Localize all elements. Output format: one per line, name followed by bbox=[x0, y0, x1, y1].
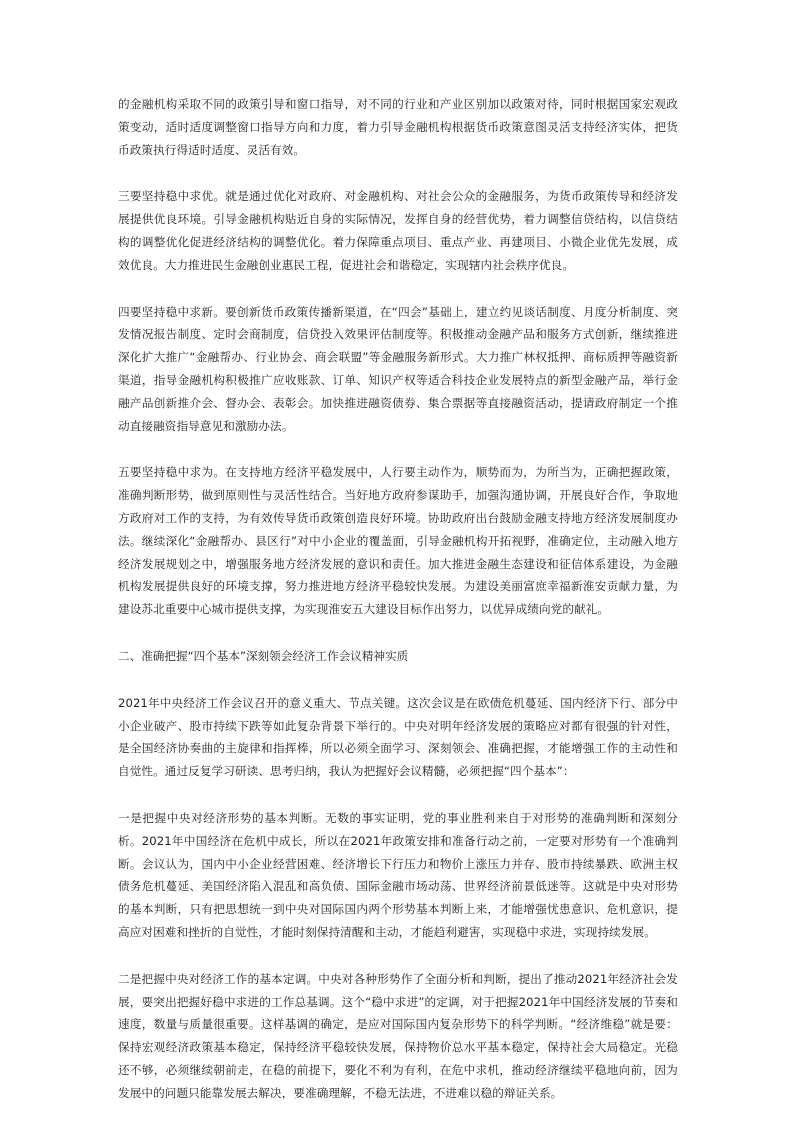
section-heading: 二、准确把握“四个基本”深刻领会经济工作会议精神实质 bbox=[118, 648, 409, 663]
document-body bbox=[118, 93, 678, 1128]
paragraph-stable-act: 五要坚持稳中求为。在支持地方经济平稳发展中，人行要主动作为，顺势而为，为所当为，正确把握政策，准确判断形势，做到原则性与灵活性结合。当好地方政府参谋助手，加强沟通协调，开展良好合作，争取地方政府对工作的支持，为有效传导货币政策创造良好环境。协助政府出台鼓励金融支持地方经济发展制度办法。继续深化“金融帮办、县区行”对中小企业的覆盖面，引导金融机构开拓视野，准确定位，主动融入地方经济发展规划之中，增强服务地方经济发展的意识和责任。加大推进金融生态建设和征信体系建设，为金融机构发展提供良好的环境支撑，努力推进地方经济平稳较快发展。为建设美丽富庶幸福新淮安贡献力量，为建设苏北重要中心城市提供支撑，为实现淮安五大建设目标作出努力，以优异成绩向党的献礼。 bbox=[118, 465, 678, 617]
paragraph-basic-tone: 二是把握中央对经济工作的基本定调。中央对各种形势作了全面分析和判断，提出了推动2021年经济社会发展，要突出把握好稳中求进的工作总基调。这个“稳中求进”的定调，对于把握2021年中国经济发展的节奏和速度，数量与质量很重要。这样基调的确定，是应对国际国内复杂形势下的科学判断。“经济维稳”就是要：保持宏观经济政策基本稳定，保持经济平稳较快发展，保持物价总水平基本稳定，保持社会大局稳定。光稳还不够，必须继续朝前走，在稳的前提下，要化不利为有利，在危中求机，推动经济继续平稳地向前，因为发展中的问题只能靠发展去解决，要准确理解，不稳无法进，不进难以稳的辩证关系。 bbox=[118, 971, 678, 1100]
paragraph-stable-innovate: 四要坚持稳中求新。要创新货币政策传播新渠道，在“四会”基础上，建立约见谈话制度、月度分析制度、突发情况报告制度、定时会商制度，信贷投入效果评估制度等。积极推动金融产品和服务方式创新，继续推进深化扩大推广“金融帮办、行业协会、商会联盟”等金融服务新形式。大力推广林权抵押、商标质押等融资新渠道，指导金融机构积极推广应收账款、订单、知识产权等适合科技企业发展特点的新型金融产品，举行金融产品创新推介会、督办会、表彰会。加快推进融资债券、集合票据等直接融资活动，提请政府制定一个推动直接融资指导意见和激励办法。 bbox=[118, 304, 678, 433]
paragraph-basic-judgment: 一是把握中央对经济形势的基本判断。无数的事实证明，党的事业胜利来自于对形势的准确判断和深刻分析。2021年中国经济在危机中成长，所以在2021年政策安排和准备行动之前，一定要对形势有一个准确判断。会议认为，国内中小企业经营困难、经济增长下行压力和物价上涨压力并存、股市持续暴跌、欧洲主权债务危机蔓延、美国经济陷入混乱和高负债、国际金融市场动荡、世界经济前景低迷等。这就是中央对形势的基本判断，只有把思想统一到中央对国际国内两个形势基本判断上来，才能增强忧患意识、危机意识，提高应对困难和挫折的自觉性，才能时刻保持清醒和主动，才能趋利避害，实现稳中求进，实现持续发展。 bbox=[118, 810, 678, 939]
paragraph-policy-guidance: 的金融机构采取不同的政策引导和窗口指导，对不同的行业和产业区别加以政策对待，同时根据国家宏观政策变动，适时适度调整窗口指导方向和力度，着力引导金融机构根据货币政策意图灵活支持经济实体，把货币政策执行得适时适度、灵活有效。 bbox=[118, 97, 678, 157]
paragraph-conference-intro: 2021年中央经济工作会议召开的意义重大、节点关键。这次会议是在欧债危机蔓延、国内经济下行、部分中小企业破产、股市持续下跌等如此复杂背景下举行的。中央对明年经济发展的策略应对都有很强的针对性，是全国经济协奏曲的主旋律和指挥棒，所以必须全面学习、深刻领会、准确把握，才能增强工作的主动性和自觉性。通过反复学习研读、思考归纳，我认为把握好会议精髓，必须把握“四个基本”： bbox=[118, 695, 678, 779]
paragraph-stable-optimize: 三要坚持稳中求优。就是通过优化对政府、对金融机构、对社会公众的金融服务，为货币政策传导和经济发展提供优良环境。引导金融机构贴近自身的实际情况，发挥自身的经营优势，着力调整信贷结构，以信贷结构的调整优化促进经济结构的调整优化。着力保障重点项目、重点产业、再建项目、小微企业优先发展，成效优良。大力推进民生金融创业惠民工程，促进社会和谐稳定，实现辖内社会秩序优良。 bbox=[118, 189, 678, 272]
